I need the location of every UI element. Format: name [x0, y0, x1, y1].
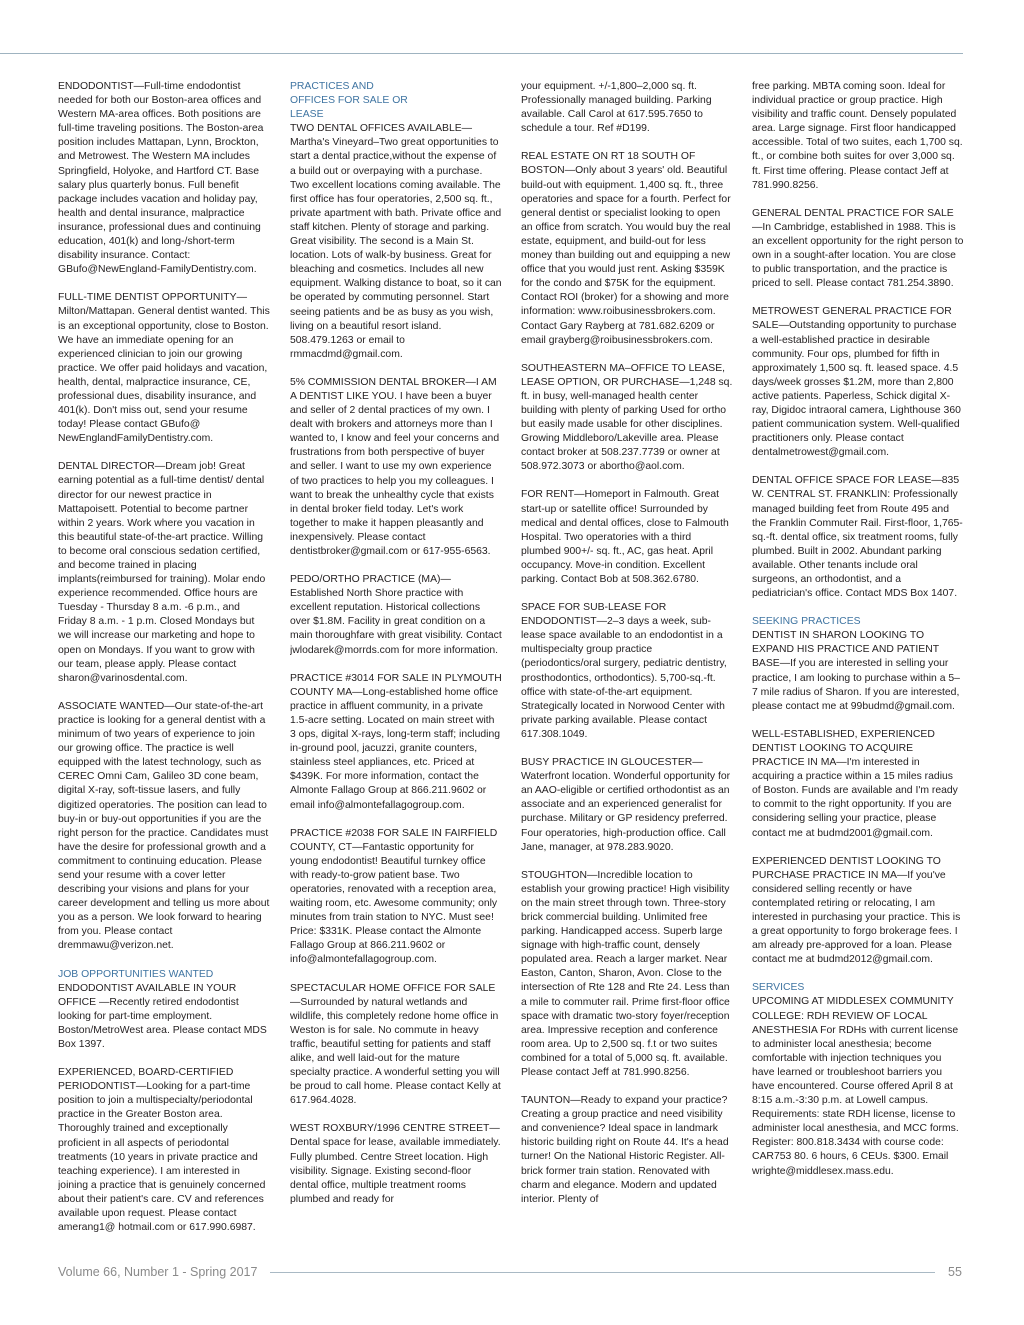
column-3 [521, 80, 733, 1258]
ad-associate-wanted: ASSOCIATE WANTED—Our state-of-the-art practice is looking for a general dentist with a minimum of two years of experience to join our growing office. The practice is well equipped with the latest technology, such as CEREC Omni Cam, Galileo 3D cone beam, digital X-ray, soft-tissue lasers, and fully digitized operatories. The position can lead to buy-in or buy-out opportunities if you are the right person for the practice. Candidates must have the desire for professional growth and a commitment to continuing education. Please send your resume with a cover letter describing your visions and plans for your career development and telling us more about you as a person. We look forward to hearing from you. Please contact dremmawu@verizon.net. [58, 700, 270, 952]
ad-sublease-endodontist: SPACE FOR SUB-LEASE FOR ENDODONTIST—2–3 days a week, sub-lease space available to an endodontist in a multispecialty group practice (periodontics/oral surgery, pediatric dentistry, prosthodontics, orthodontics). 5,700-sq.-ft. office with state-of-the-art equipment. Strategically located in Norwood Center with private parking available. Please contact 617.308.1049. [521, 602, 727, 740]
ad-practice-3014: PRACTICE #3014 FOR SALE IN PLYMOUTH COUNTY MA—Long-established home office practice in affluent community, in a private 1.5-acre setting. Located on main street with 3 ops, digital X-rays, long-term staff; including in-ground pool, jacuzzi, granite counters, stainless steel appliances, etc. Priced at $439K. For more information, contact the Almonte Fallago Group at 866.211.9602 or email info@almontefallagogroup.com. [290, 672, 502, 811]
ad-dental-director: DENTAL DIRECTOR—Dream job! Great earning potential as a full-time dentist/ dental director for our newest practice in Mattapoisett. Potential to become partner within 2 years. Work where you vacation in this beautiful state-of-the-art practice. Willing to become oral conscious sedation certified, and become trained in placing implants(reimbursed for training). Molar endo experience recommended. Office hours are Tuesday - Thursday 8 a.m. -6 p.m., and Friday 8 a.m. - 1 p.m. Closed Mondays but we will increase our marketing and hope to open on Mondays. If you want to grow with our team, please apply. Please contact sharon@varinosdental.com. [58, 461, 266, 684]
ad-experienced-dentist-purchase: EXPERIENCED DENTIST LOOKING TO PURCHASE PRACTICE IN MA—If you've considered selling recently or have contemplated retiring or relocating, I am interested in purchasing your practice. This is a great opportunity to forgo brokerage fees. I am already pre-approved for a loan. Please contact me at budmd2012@gmail.com. [752, 855, 961, 966]
ad-two-dental-offices: TWO DENTAL OFFICES AVAILABLE—Martha's Vineyard–Two great opportunities to start a dental practice,without the expense of a build out or overpaying with a purchase. Two excellent locations coming available. The first office has four operatories, 2,500 sq. ft., private apartment with bath. Private office and staff kitchen. Plenty of storage and parking. Great visibility. The second is a Main St. location. Lots of walk-by business. Great for bleaching and cosmetics. Includes all new equipment. Walking distance to boat, so it can be operated by commuting personnel. Start seeing patients and be as busy as you wish, living on a beautiful resort island. 508.479.1263 or email to rmmacdmd@gmail.com. [290, 123, 502, 360]
section-heading-seeking-practices: SEEKING PRACTICES [752, 616, 861, 628]
ad-for-rent-falmouth: FOR RENT—Homeport in Falmouth. Great start-up or satellite office! Surrounded by medical and dental offices, close to Falmouth Hospital. Two operatories with a third plumbed 900+/- sq. ft., AC, gas heat. April occupancy. Move-in condition. Excellent parking. Contact Bob at 508.362.6780. [521, 489, 729, 585]
section-heading-practices-offices: PRACTICES AND OFFICES FOR SALE OR LEASE [290, 81, 408, 121]
ad-practice-2038: PRACTICE #2038 FOR SALE IN FAIRFIELD COUNTY, CT—Fantastic opportunity for young endodontist! Beautiful turnkey office with ready-to-grow patient base. Two operatories, renovated with a reception area, waiting room, etc. Awesome community; only minutes from train station to NYC. Must see! Price: $331K. Please contact the Almonte Fallago Group at 866.211.9602 or info@almontefallagogroup.com. [290, 827, 498, 966]
top-rule [0, 53, 963, 54]
ad-middlesex-rdh: UPCOMING AT MIDDLESEX COMMUNITY COLLEGE: RDH REVIEW OF LOCAL ANESTHESIA For RDHs with current license to administer local anesthesia; become comfortable with injection techniques you have learned or troubleshoot barriers you have encountered. Course offered April 8 at 8:15 a.m.-3:30 p.m. at Lowell campus. Requirements: state RDH license, license to administer local anesthesia, and MCC forms. Register: 800.818.3434 with course code: CAR753 80. 6 hours, 6 CEUs. $300. Email wrighte@middlesex.mass.edu. [752, 996, 959, 1177]
ad-taunton-continued: free parking. MBTA coming soon. Ideal for individual practice or group practice. High visibility and traffic count. Densely populated area. Large signage. First floor handicapped accessible. Total of two suites, each 1,700 sq. ft., or combine both suites for over 3,000 sq. ft. First time offering. Please contact Jeff at 781.990.8256. [752, 81, 963, 191]
ad-gloucester: BUSY PRACTICE IN GLOUCESTER—Waterfront location. Wonderful opportunity for an AAO-eligible or certified orthodontist as an associate and an experienced generalist for purchase. Military or GP residency preferred. Four operatories, high-production office. Call Jane, manager, at 978.283.9020. [521, 757, 731, 853]
ad-full-time-dentist: FULL-TIME DENTIST OPPORTUNITY—Milton/Mattapan. General dentist wanted. This is an exceptional opportunity, close to Boston. We have an immediate opening for an experienced clinician to join our growing practice. We offer paid holidays and vacation, health, dental, malpractice insurance, CE, professional dues, disability insurance, and 401(k). Don't miss out, send your resume today! Please contact GBufo@ NewEnglandFamilyDentistry.com. [58, 292, 270, 445]
ad-pedo-ortho: PEDO/ORTHO PRACTICE (MA)—Established North Shore practice with excellent reputation. Historical collections over $1.8M. Facility in great condition on a main thoroughfare with great visibility. Contact jwlodarek@morrds.com for more information. [290, 574, 502, 656]
ad-commission-broker: 5% COMMISSION DENTAL BROKER—I AM A DENTIST LIKE YOU. I have been a buyer and seller of 2 dental practices of my own. I dealt with brokers and attorneys more than I wanted to, I know and feel your concerns and frustrations from both perspective of buyer and seller. I want to use my own experience of two practices to help you my colleagues. I want to break the unhealthy cycle that exists in dental broker field today. Let's work together to make it happen pleasantly and inexpensively. Please contact dentistbroker@gmail.com or 617-955-6563. [290, 376, 500, 557]
footer-rule [270, 1272, 935, 1273]
ad-endodontist-available: ENDODONTIST AVAILABLE IN YOUR OFFICE —Recently retired endodontist looking for part-time employment. Boston/MetroWest area. Please contact MDS Box 1397. [58, 982, 267, 1050]
ad-sharon-dentist: DENTIST IN SHARON LOOKING TO EXPAND HIS PRACTICE AND PATIENT BASE—If you are interested in selling your practice, I am looking to purchase within a 5–7 mile radius of Sharon. If you are interested, please contact me at 99budmd@gmail.com. [752, 630, 960, 712]
column-4 [752, 80, 964, 1258]
ad-periodontist: EXPERIENCED, BOARD-CERTIFIED PERIODONTIST—Looking for a part-time position to join a multispecialty/periodontal practice in the Greater Boston area. Thoroughly trained and exceptionally proficient in all aspects of periodontal treatments (10 years in private practice and teaching experience). I am interested in joining a practice that is genuinely concerned about their patient's care. CV and references available upon request. Please contact amerang1@ hotmail.com or 617.990.6987. [58, 1067, 266, 1234]
ad-well-established-dentist: WELL-ESTABLISHED, EXPERIENCED DENTIST LOOKING TO ACQUIRE PRACTICE IN MA—I'm interested in acquiring a practice within a 15 miles radius of Boston. Funds are available and I'm ready to commit to the right opportunity. If you are considering selling your practice, please contact me at budmd2001@gmail.com. [752, 728, 958, 839]
ad-real-estate-rt18: REAL ESTATE ON RT 18 SOUTH OF BOSTON—Only about 3 years' old. Beautiful build-out with equipment. 1,400 sq. ft., three operatories and space for a fourth. Perfect for general dentist or specialist looking to open an office from scratch. You would buy the real estate, equipment, and build-out for less money than building out and equipping a new office that you would just rent. Asking $359K for the condo and $75K for the equipment. Contact ROI (broker) for a showing and more information: www.roibusinessbrokers.com. Contact Gary Rayberg at 781.682.6209 or email grayberg@roibusinessbrokers.com. [521, 151, 731, 346]
ad-southeastern-ma: SOUTHEASTERN MA–OFFICE TO LEASE, LEASE OPTION, OR PURCHASE—1,248 sq. ft. in busy, well-managed health center building with plenty of parking Used for ortho but easily made usable for other disciplines. Growing Middleboro/Lakeville area. Please contact broker at 508.237.7739 or owner at 508.972.3073 or abortho@aol.com. [521, 362, 733, 473]
issue-label: Volume 66, Number 1 - Spring 2017 [58, 1265, 263, 1279]
ad-endodontist: ENDODONTIST—Full-time endodontist needed for both our Boston-area offices and Western MA-area offices. Both positions are full-time traveling positions. The Boston-area position includes Mattapan, Lynn, Brockton, and Metrowest. The Western MA includes Springfield, Holyoke, and Hartford CT. Base salary plus quarterly bonus. Full benefit package includes vacation and holiday pay, health and dental insurance, malpractice insurance, professional dues and continuing education, 401(k) and long-/short-term disability insurance. Contact: GBufo@NewEngland-FamilyDentistry.com. [58, 81, 264, 276]
ad-taunton: TAUNTON—Ready to expand your practice? Creating a group practice and need visibility and convenience? Ideal space in landmark historic building right on Route 44. It's a head turner! On the National Historic Register. All-brick former train station. Renovated with charm and elegance. Modern and updated interior. Plenty of [521, 1095, 729, 1205]
ad-west-roxbury: WEST ROXBURY/1996 CENTRE STREET—Dental space for lease, available immediately. Fully plumbed. Centre Street location. High visibility. Signage. Existing second-floor dental office, multiple treatment rooms plumbed and ready for [290, 1123, 501, 1205]
section-heading-services: SERVICES [752, 982, 805, 994]
page-number: 55 [948, 1265, 962, 1279]
ad-west-roxbury-continued: your equipment. +/-1,800–2,000 sq. ft. Professionally managed building. Parking available. Call Carol at 617.595.7650 to schedule a tour. Ref #D199. [521, 81, 712, 135]
ad-cambridge-practice: GENERAL DENTAL PRACTICE FOR SALE—In Cambridge, established in 1988. This is an excellent opportunity for the right person to own in a sought-after location. You are close to public transportation, and the practice is priced to sell. Please contact 781.254.3890. [752, 207, 964, 290]
ad-stoughton: STOUGHTON—Incredible location to establish your growing practice! High visibility on the main street through town. Three-story brick commercial building. Unlimited free parking. Handicapped access. Superb large signage with high-traffic count, densely populated area. Reach a larger market. Near Easton, Canton, Sharon, Avon. Close to the intersection of Rte 128 and Rte 24. Less than a mile to commuter rail. Prime first-floor office space with dramatic two-story foyer/reception area. Impressive reception and conference room area. Up to 2,500 sq. f.t or two suites combined for a total of 5,000 sq. ft. available. Please contact Jeff at 781.990.8256. [521, 869, 730, 1078]
ad-spectacular-home-office: SPECTACULAR HOME OFFICE FOR SALE—Surrounded by natural wetlands and wildlife, this completely redone home office in Weston is for sale. No commute in heavy traffic, beautiful setting for patients and staff alike, and well laid-out for the mature specialty practice. A wonderful setting you will be proud to call home. Please contact Kelly at 617.964.4028. [290, 982, 501, 1107]
column-1 [58, 80, 270, 1258]
column-2 [290, 80, 502, 1258]
classified-columns [58, 80, 966, 1258]
ad-metrowest-practice: METROWEST GENERAL PRACTICE FOR SALE—Outstanding opportunity to purchase a well-established practice in desirable community. Four ops, plumbed for fifth in approximately 1,500 sq. ft. leased space. 4.5 days/week grosses $1.2M, more than 2,800 active patients. Paperless, Schick digital X-ray, Digidoc intraoral camera, Lighthouse 360 patient communication system. Well-qualified practitioners only. Please contact dentalmetrowest@gmail.com. [752, 306, 961, 459]
section-heading-job-opportunities: JOB OPPORTUNITIES WANTED [58, 968, 214, 980]
ad-franklin-office: DENTAL OFFICE SPACE FOR LEASE—835 W. CENTRAL ST. FRANKLIN: Professionally managed building feet from Route 495 and the Franklin Commuter Rail. First-floor, 1,765-sq.-ft. dental office, six treatment rooms, fully plumbed. Built in 2002. Abundant parking available. Other tenants include oral surgeons, an orthodontist, and a pediatrician's office. Contact MDS Box 1407. [752, 475, 963, 600]
